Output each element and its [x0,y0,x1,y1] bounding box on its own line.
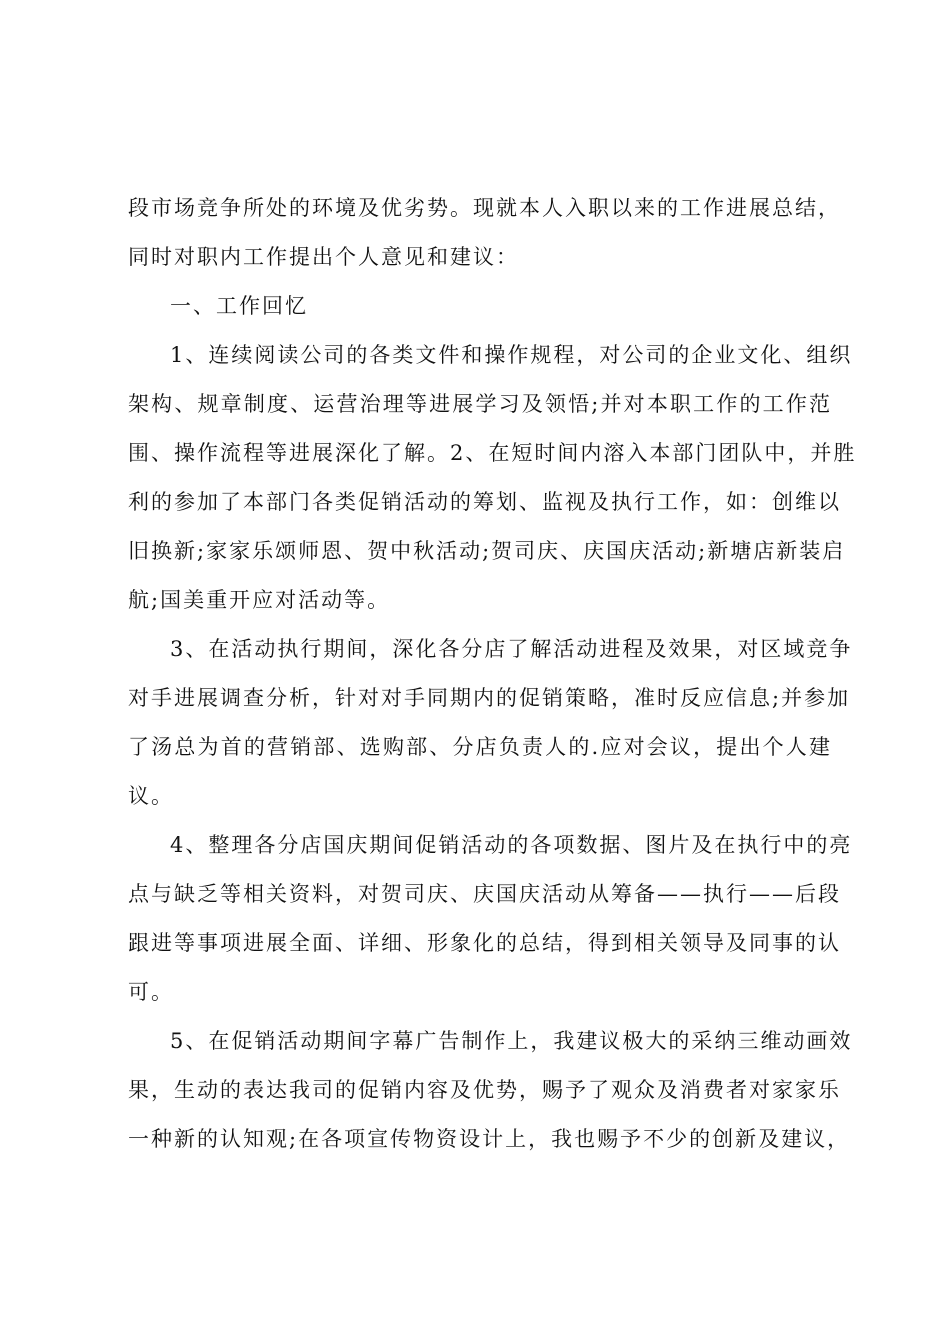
text-line: 围、操作流程等进展深化了解。2、在短时间内溶入本部门团队中，并胜 [128,441,857,465]
text-line: 航;国美重开应对活动等。 [128,588,391,612]
section-heading: 一、工作回忆 [170,294,308,318]
text-line: 4、整理各分店国庆期间促销活动的各项数据、图片及在执行中的亮 [170,833,853,857]
text-line: 架构、规章制度、运营治理等进展学习及领悟;并对本职工作的工作范 [128,392,832,416]
text-line: 了汤总为首的营销部、选购部、分店负责人的.应对会议，提出个人建 [128,735,832,759]
text-line: 跟进等事项进展全面、详细、形象化的总结，得到相关领导及同事的认 [128,931,841,955]
body-text [128,184,857,1164]
text-line: 段市场竞争所处的环境及优劣势。现就本人入职以来的工作进展总结， [128,196,841,220]
text-line: 旧换新;家家乐颂师恩、贺中秋活动;贺司庆、庆国庆活动;新塘店新装启 [128,539,846,563]
text-line: 1、连续阅读公司的各类文件和操作规程，对公司的企业文化、组织 [170,343,853,367]
text-line: 5、在促销活动期间字幕广告制作上，我建议极大的采纳三维动画效 [170,1029,853,1053]
text-line: 同时对职内工作提出个人意见和建议： [128,245,519,269]
text-line: 点与缺乏等相关资料，对贺司庆、庆国庆活动从筹备——执行——后段 [128,882,841,906]
text-line: 3、在活动执行期间，深化各分店了解活动进程及效果，对区域竞争 [170,637,853,661]
text-line: 一种新的认知观;在各项宣传物资设计上，我也赐予不少的创新及建议， [128,1127,851,1151]
text-line: 可。 [128,980,174,1004]
text-line: 议。 [128,784,174,808]
text-line: 果，生动的表达我司的促销内容及优势，赐予了观众及消费者对家家乐 [128,1078,841,1102]
text-line: 对手进展调查分析，针对对手同期内的促销策略，准时反应信息;并参加 [128,686,851,710]
text-line: 利的参加了本部门各类促销活动的筹划、监视及执行工作，如：创维以 [128,490,841,514]
